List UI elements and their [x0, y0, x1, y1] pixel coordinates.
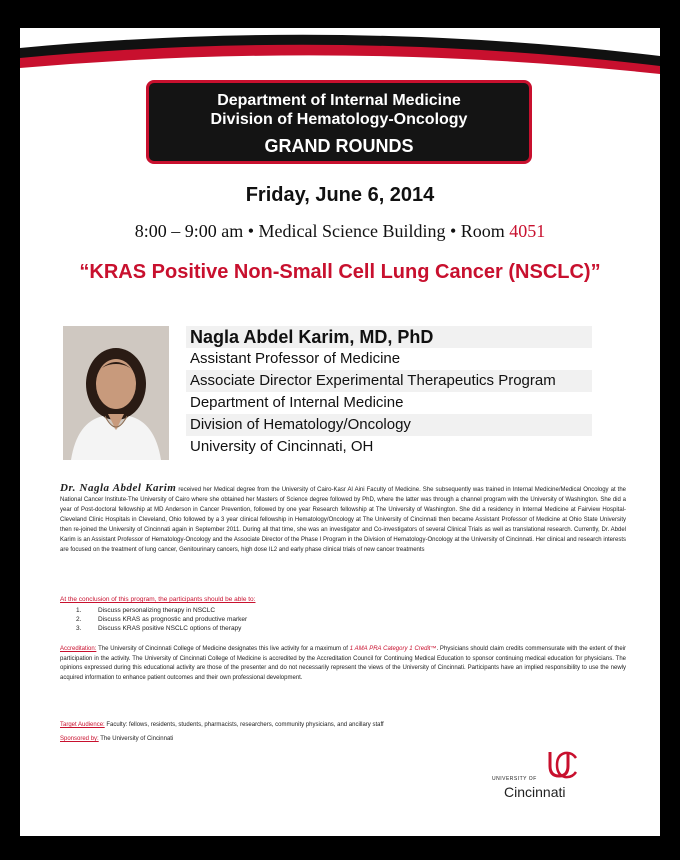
objective-item — [76, 606, 626, 615]
objective-item — [76, 615, 626, 624]
speaker-title-1: Assistant Professor of Medicine — [190, 350, 401, 367]
grand-rounds-heading: GRAND ROUNDS — [264, 136, 414, 156]
sponsored-by — [60, 736, 626, 742]
accreditation-label: Accreditation: — [60, 646, 97, 652]
speaker-title-2: Associate Director Experimental Therapeutics Program — [186, 370, 592, 392]
accreditation-text-2: . Physicians should claim credits commensurate with the extent of their participation in the activity. The University of Cincinnati College of Medicine is accredited by the Accreditation Council for Continuing Medical Education to sponsor continuing medical education for physicians. The opinions expressed during this educational activity are those of the presenter and do not necessarily represent the views of the University of Cincinnati. Participants have an implied responsibility to use the newly acquired information to enhance patient outcomes and their own professional development. — [60, 646, 626, 681]
speaker-bio — [60, 483, 626, 555]
speaker-title-3: Department of Internal Medicine — [190, 394, 404, 411]
university-logo — [492, 750, 592, 810]
flyer-page — [20, 28, 660, 836]
objective-item — [76, 624, 626, 633]
objective-number: 3. — [76, 625, 82, 632]
header-banner — [146, 80, 532, 164]
speaker-block — [186, 326, 592, 458]
accreditation-statement — [60, 645, 626, 683]
accreditation-text-1: The University of Cincinnati College of Medicine designates this live activity for a maximum of — [96, 646, 350, 652]
event-date: Friday, June 6, 2014 — [245, 184, 435, 206]
bio-speaker-name: Dr. Nagla Abdel Karim — [60, 482, 177, 494]
time-location-text: 8:00 – 9:00 am • Medical Science Building • Room — [134, 221, 510, 241]
room-number: 4051 — [509, 221, 546, 241]
speaker-title-4: Division of Hematology/Oncology — [186, 414, 592, 436]
objective-text: Discuss KRAS as prognostic and productive marker — [98, 616, 248, 623]
objective-text: Discuss personalizing therapy in NSCLC — [98, 607, 216, 614]
talk-title: “KRAS Positive Non-Small Cell Lung Cancer (NSCLC)” — [79, 261, 601, 283]
speaker-photo — [63, 326, 169, 460]
sponsored-by-text: The University of Cincinnati — [98, 736, 174, 742]
uc-monogram-icon — [546, 750, 578, 780]
target-audience-text: Faculty: fellows, residents, students, pharmacists, researchers, community physicians, and ancillary staff — [104, 722, 384, 728]
learning-objectives — [60, 596, 626, 633]
department-heading: Department of Internal Medicine — [217, 92, 461, 109]
objective-number: 2. — [76, 616, 82, 623]
speaker-name: Nagla Abdel Karim, MD, PhD — [186, 326, 592, 348]
target-audience-label: Target Audience: — [60, 722, 105, 728]
objectives-header: At the conclusion of this program, the participants should be able to: — [60, 596, 256, 603]
speaker-title-5: University of Cincinnati, OH — [190, 438, 374, 455]
target-audience — [60, 722, 626, 728]
bio-text: received her Medical degree from the University of Cairo-Kasr Al Aini Faculty of Medicine. She subsequently was trained in Internal Medicine/Medical Oncology at the National Cancer Institute-The University of Cairo where she obtained her Masters of Science degree followed by PhD, where the latter was through a channel program with the University of Washington. She did a year of Post-doctoral fellowship at MD Anderson in Cancer Prevention, followed by one year Research fellowship at The University of Washington. She did a residency in Internal Medicine at Fairview Hospital-Cleveland Clinic Hospitals in Cleveland, Ohio followed by a 3 year clinical fellowship in Hematology/Oncology at The University of Cincinnati then became Assistant Professor of Medicine at Ohio State University then re-joined the University of Cincinnati again in September 2011. During all that time, she was an investigator and Co-investigators of several Clinical Trials as well as translational research. Currently, Dr. Abdel Karim is an Assistant Professor of Hematology-Oncology and the Associate Director of the Phase I Program in the Division of Hematology-Oncology at the University of Cincinnati. Her clinical and research interests are focused on the treatment of lung cancer, Genitourinary cancers, high dose IL2 and early phase clinical trials of new cancer treatments — [60, 487, 626, 553]
credit-designation: 1 AMA PRA Category 1 Credit™ — [349, 646, 437, 652]
event-time-location — [20, 221, 660, 242]
logo-university-of: UNIVERSITY OF — [492, 776, 537, 782]
objective-text: Discuss KRAS positive NSCLC options of therapy — [98, 625, 242, 632]
sponsored-by-label: Sponsored by: — [60, 736, 99, 742]
objective-number: 1. — [76, 607, 82, 614]
division-heading: Division of Hematology-Oncology — [210, 111, 468, 128]
logo-cincinnati: Cincinnati — [504, 784, 566, 800]
